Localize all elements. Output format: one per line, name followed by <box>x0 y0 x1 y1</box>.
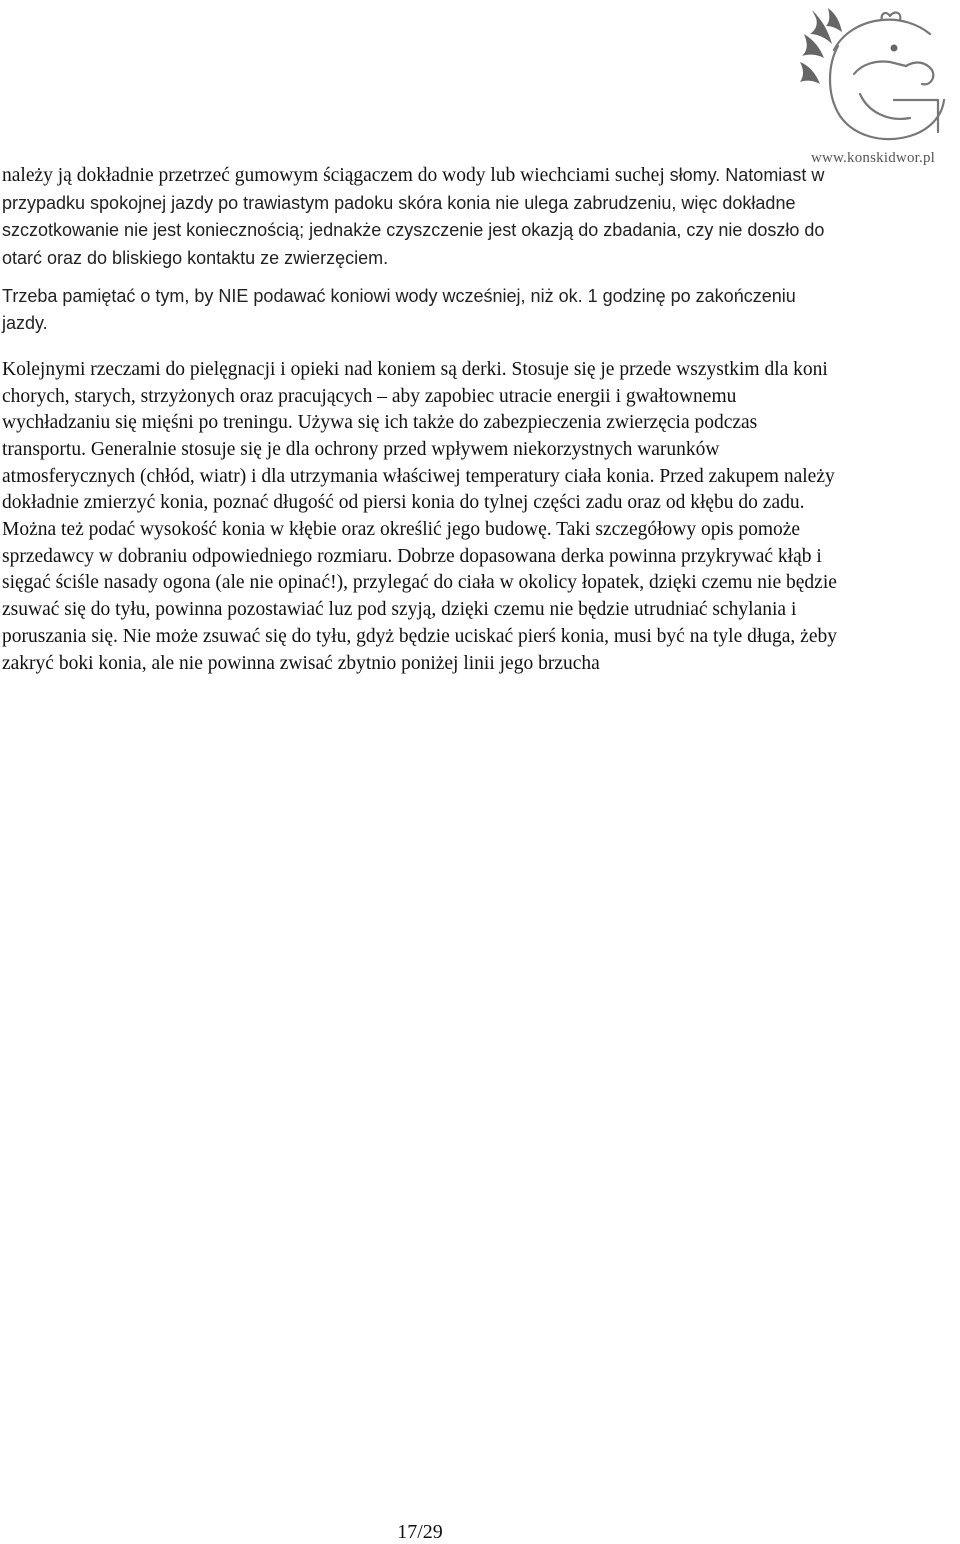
paragraph-cleaning <box>2 162 842 273</box>
paragraph-cleaning-rest: słomy. Natomiast w przypadku spokojnej jazdy po trawiastym padoku skóra konia nie ulega zabrudzeniu, więc dokładne szczotkowanie nie jest koniecznością; jednakże czyszczenie jest okazją do zbadania, czy nie doszło do otarć oraz do bliskiego kontaktu ze zwierzęciem. <box>2 165 825 269</box>
horse-head-logo-icon <box>798 4 948 152</box>
konskidwor-logo <box>798 4 948 174</box>
page-number: 17/29 <box>397 1521 443 1543</box>
document-body <box>2 162 842 699</box>
logo-url: www.konskidwor.pl <box>810 150 936 166</box>
paragraph-rugs: Kolejnymi rzeczami do pielęgnacji i opieki nad koniem są derki. Stosuje się je przede wszystkim dla koni chorych, starych, strzyżonych oraz pracujących – aby zapobiec utracie energii i gwałtownemu wychładzaniu się mięśni po treningu. Używa się ich także do zabezpieczenia zwierzęcia podczas transportu. Generalnie stosuje się je dla ochrony przed wpływem niekorzystnych warunków atmosferycznych (chłód, wiatr) i dla utrzymania właściwej temperatury ciała konia. Przed zakupem należy dokładnie zmierzyć konia, poznać długość od piersi konia do tylnej części zadu oraz od kłębu do zadu. Można też podać wysokość konia w kłębie oraz określić jego budowę. Taki szczegółowy opis pomoże sprzedawcy w dobraniu odpowiedniego rozmiaru. Dobrze dopasowana derka powinna przykrywać kłąb i sięgać ściśle nasady ogona (ale nie opinać!), przylegać do ciała w okolicy łopatek, dzięki czemu nie będzie zsuwać się do tyłu, powinna pozostawiać luz pod szyją, dzięki czemu nie będzie utrudniać schylania i poruszania się. Nie może zsuwać się do tyłu, gdyż będzie uciskać pierś konia, musi być na tyle długa, żeby zakryć boki konia, ale nie powinna zwisać zbytnio poniżej linii jego brzucha <box>2 358 837 674</box>
paragraph-water: Trzeba pamiętać o tym, by NIE podawać koniowi wody wcześniej, niż ok. 1 godzinę po zakończeniu jazdy. <box>2 285 796 333</box>
paragraph-cleaning-line1: należy ją dokładnie przetrzeć gumowym ściągaczem do wody lub wiechciami suchej <box>2 165 665 186</box>
